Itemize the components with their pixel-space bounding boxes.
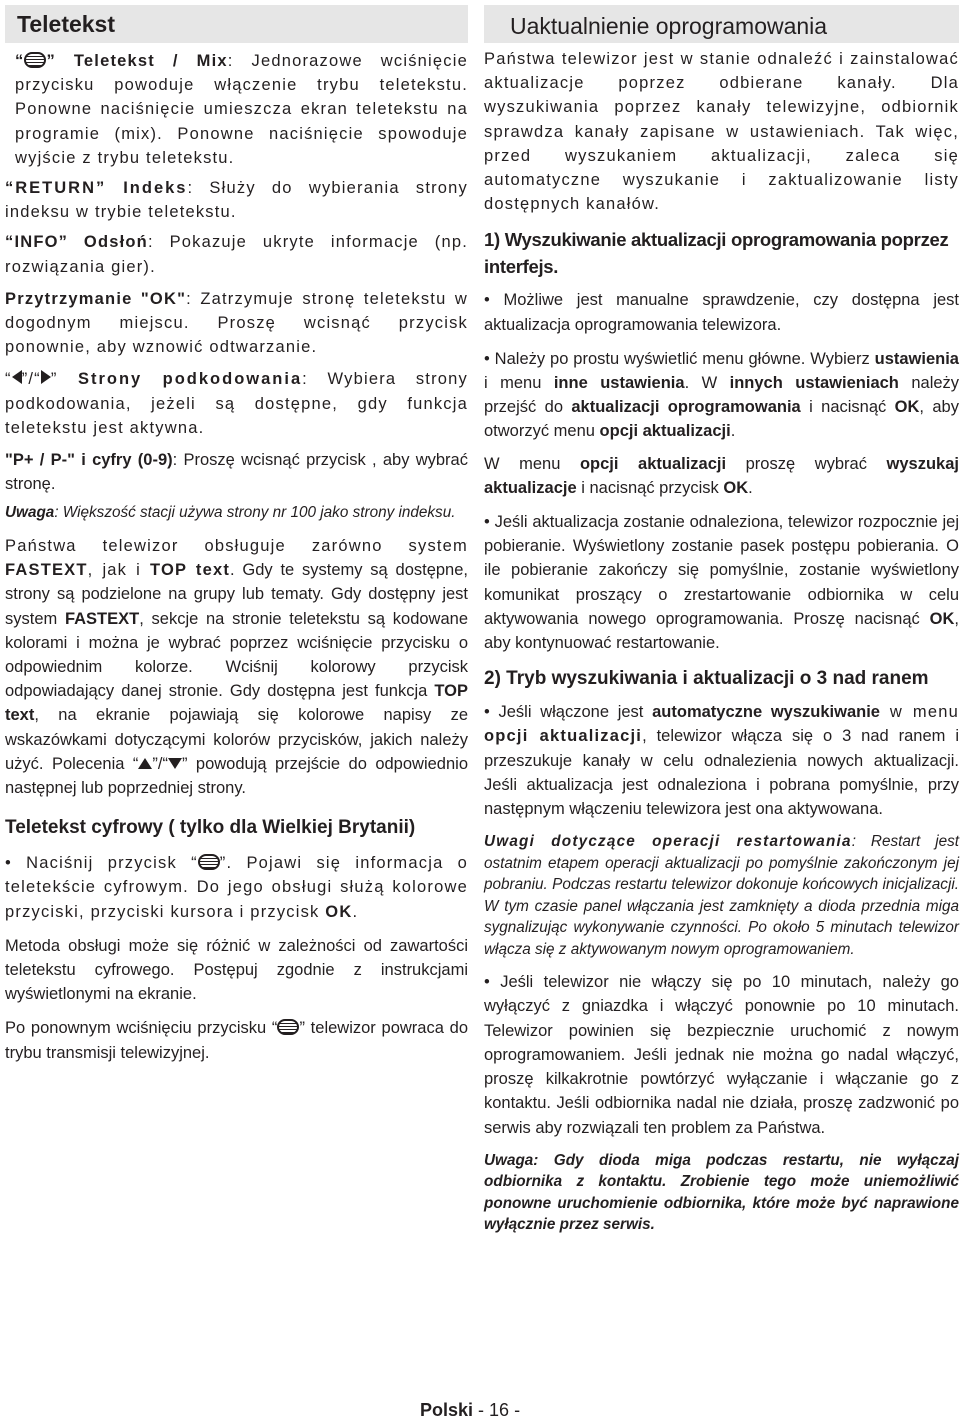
teletext-mix-label: Teletekst / Mix: [73, 52, 228, 70]
section-title-software-update: Uaktualnienie oprogramowania: [484, 5, 959, 43]
left-column: [5, 0, 468, 1065]
subpages-label: Strony podkodowania: [57, 370, 303, 389]
down-arrow-icon: [168, 758, 182, 769]
update-s1-bullet-2: • Należy po prostu wyświetlić menu główne. Wybierz ustawienia i menu inne ustawienia. W innych ustawieniach należy przejść do aktualizacji oprogramowania i nacisnąć OK, aby otworzyć menu opcji aktualizacji.: [484, 349, 960, 441]
info-paragraph: “INFO” Odsłoń: Pokazuje ukryte informacje (np. rozwiązania gier).: [5, 233, 468, 276]
page-footer: [420, 1400, 520, 1421]
left-arrow-icon: [12, 370, 22, 384]
page-number: - 16 -: [478, 1400, 521, 1420]
footer-language: Polski: [420, 1400, 474, 1420]
teletext-button-icon: [24, 52, 46, 68]
return-paragraph: “RETURN” Indeks: Służy do wybierania strony indeksu w trybie teletekstu.: [5, 179, 468, 222]
info-label: “INFO” Odsłoń: [5, 233, 148, 252]
digital-paragraph-2: Metoda obsługi może się różnić w zależności od zawartości teletekstu cyfrowego. Postępuj zgodnie z instrukcjami wyświetlonymi na ekranie.: [5, 936, 468, 1004]
update-s2-bullet-2: • Jeśli telewizor nie włączy się po 10 minutach, należy go wyłączyć z gniazdka i włączyć ponownie po 10 minutach. Telewizor powinien się bezpiecznie uruchomić z nowym oprogramowaniem. Jeśli jednak nie można go nadal włączyć, proszę kilkakrotnie powtórzyć wyłączanie i włączanie go z kontaktu. Jeśli odbiornika nadal nie działa, proszę zadzwonić po serwis aby rozwiązali ten problem za Państwa.: [484, 973, 959, 1137]
right-column: [484, 0, 959, 1236]
digital-teletext-title: Teletekst cyfrowy ( tylko dla Wielkiej Brytanii): [5, 817, 416, 839]
hold-label: Przytrzymanie "OK": [5, 289, 187, 308]
update-section-1-title: 1) Wyszukiwanie aktualizacji oprogramowania poprzez interfejs.: [484, 229, 949, 278]
teletext-button-icon: [198, 854, 220, 870]
teletext-mix-paragraph: “ ” Teletekst / Mix: Jednorazowe wciśnięcie przycisku powoduje włączenie trybu teletekstu. Ponowne naciśnięcie umieszcza ekran teletekstu na programie (mix). Ponowne naciśnięcie spowoduje wyjście z trybu teletekstu.: [15, 52, 468, 167]
digital-paragraph-3: Po ponownym wciśnięciu przycisku “ ” telewizor powraca do trybu transmisji telewizyjnej.: [5, 1019, 469, 1062]
right-arrow-icon: [41, 370, 51, 384]
update-s1-bullet-1: • Możliwe jest manualne sprawdzenie, czy dostępna jest aktualizacja oprogramowania telewizora.: [484, 291, 959, 334]
update-section-2-title: 2) Tryb wyszukiwania i aktualizacji o 3 nad ranem: [484, 668, 929, 690]
update-s2-bullet-1: • Jeśli włączone jest automatyczne wyszukiwanie w menu opcji aktualizacji, telewizor włącza się o 3 nad ranem i przeszukuje kanały w celu odnalezienia nowych aktualizacji. Jeśli aktualizacja jest odnaleziona i pobrana pomyślnie, przy następnym włączeniu telewizora jest ona aktywowana.: [484, 703, 959, 819]
update-intro: Państwa telewizor jest w stanie odnaleźć i zainstalować aktualizacje poprzez odbierane kanały. Dla wyszukiwania poprzez kanały telewizyjne, odbiornik sprawdza kanały zapisane w ustawieniach. Tak więc, przed wyszukaniem aktualizacji, zaleca się automatyczne wyszukanie i zaktualizowanie listy dostępnych kanałów.: [484, 50, 959, 214]
fastext-paragraph: Państwa telewizor obsługuje zarówno system FASTEXT, jak i TOP text. Gdy te systemy są dostępne, strony są podzielone na grupy lub tematy. Gdy dostępny jest system FASTEXT, sekcje na stronie teletekstu są kodowane kolorami i można je wybrać poprzez wciśnięcie przycisku o odpowiednim kolorze. Wciśnij kolorowy przycisk odpowiadający danej stronie. Gdy dostępna jest funkcja TOP text, na ekranie pojawiają się kolorowe napisy ze wskazówkami dotyczącymi kolorów przycisków, jakich należy użyć. Polecenia “ ”/“ ” powodują przejście do odpowiednio następnej lub poprzedniej strony.: [5, 536, 468, 797]
update-s1-bullet-3: • Jeśli aktualizacja zostanie odnaleziona, telewizor rozpocznie jej pobieranie. Wyświetlony zostanie pasek postępu pobierania. O ile pobieranie zakończy się pomyślnie, zostanie wyświetlony komunikat proszący o zrestartowanie odbiornika w celu aktywowania nowego oprogramowania. Proszę nacisnąć OK, aby kontynuować restartowanie.: [484, 513, 959, 653]
restart-note: Uwagi dotyczące operacji restartowania: Restart jest ostatnim etapem operacji aktualizacji po pomyślnie zakończonym jej pobraniu. Podczas restartu telewizor dokonuje końcowych inicjalizacji. W tym czasie panel włączania jest zamknięty a dioda przednia miga sygnalizując wykonywanie czynności. Po około 5 minutach telewizor włącza się z aktywowanym nowym oprogramowaniem.: [484, 833, 960, 958]
final-warning-note: Uwaga: Gdy dioda miga podczas restartu, nie wyłączaj odbiornika z kontaktu. Zrobienie tego może uniemożliwić ponowne uruchomienie odbiornika, które może być naprawione wyłącznie przez serwis.: [484, 1151, 959, 1234]
section-title-teletekst: Teletekst: [5, 5, 468, 43]
index-note: Uwaga: Większość stacji używa strony nr 100 jako strony indeksu.: [5, 504, 456, 522]
up-arrow-icon: [138, 758, 152, 769]
p-plus-minus-paragraph: "P+ / P-" i cyfry (0-9): Proszę wcisnąć przycisk , aby wybrać stronę.: [5, 451, 468, 494]
p-plus-minus-label: "P+ / P-" i cyfry (0-9): [5, 451, 173, 470]
update-s1-paragraph: W menu opcji aktualizacji proszę wybrać wyszukaj aktualizacje i nacisnąć przycisk OK.: [484, 454, 959, 497]
digital-paragraph-1: • Naciśnij przycisk “ ”. Pojawi się informacja o teletekście cyfrowym. Do jego obsługi służą kolorowe przyciski, przyciski kursora i przycisk OK.: [5, 854, 469, 921]
hold-paragraph: Przytrzymanie "OK": Zatrzymuje stronę teletekstu w dogodnym miejscu. Proszę wcisnąć przycisk ponownie, aby wznowić odtwarzanie.: [5, 289, 468, 357]
teletext-button-icon: [277, 1019, 299, 1035]
subpages-paragraph: “ ”/“ ” Strony podkodowania: Wybiera strony podkodowania, jeżeli są dostępne, gdy funkcja teletekstu jest aktywna.: [5, 370, 468, 437]
return-label: “RETURN” Indeks: [5, 179, 188, 198]
